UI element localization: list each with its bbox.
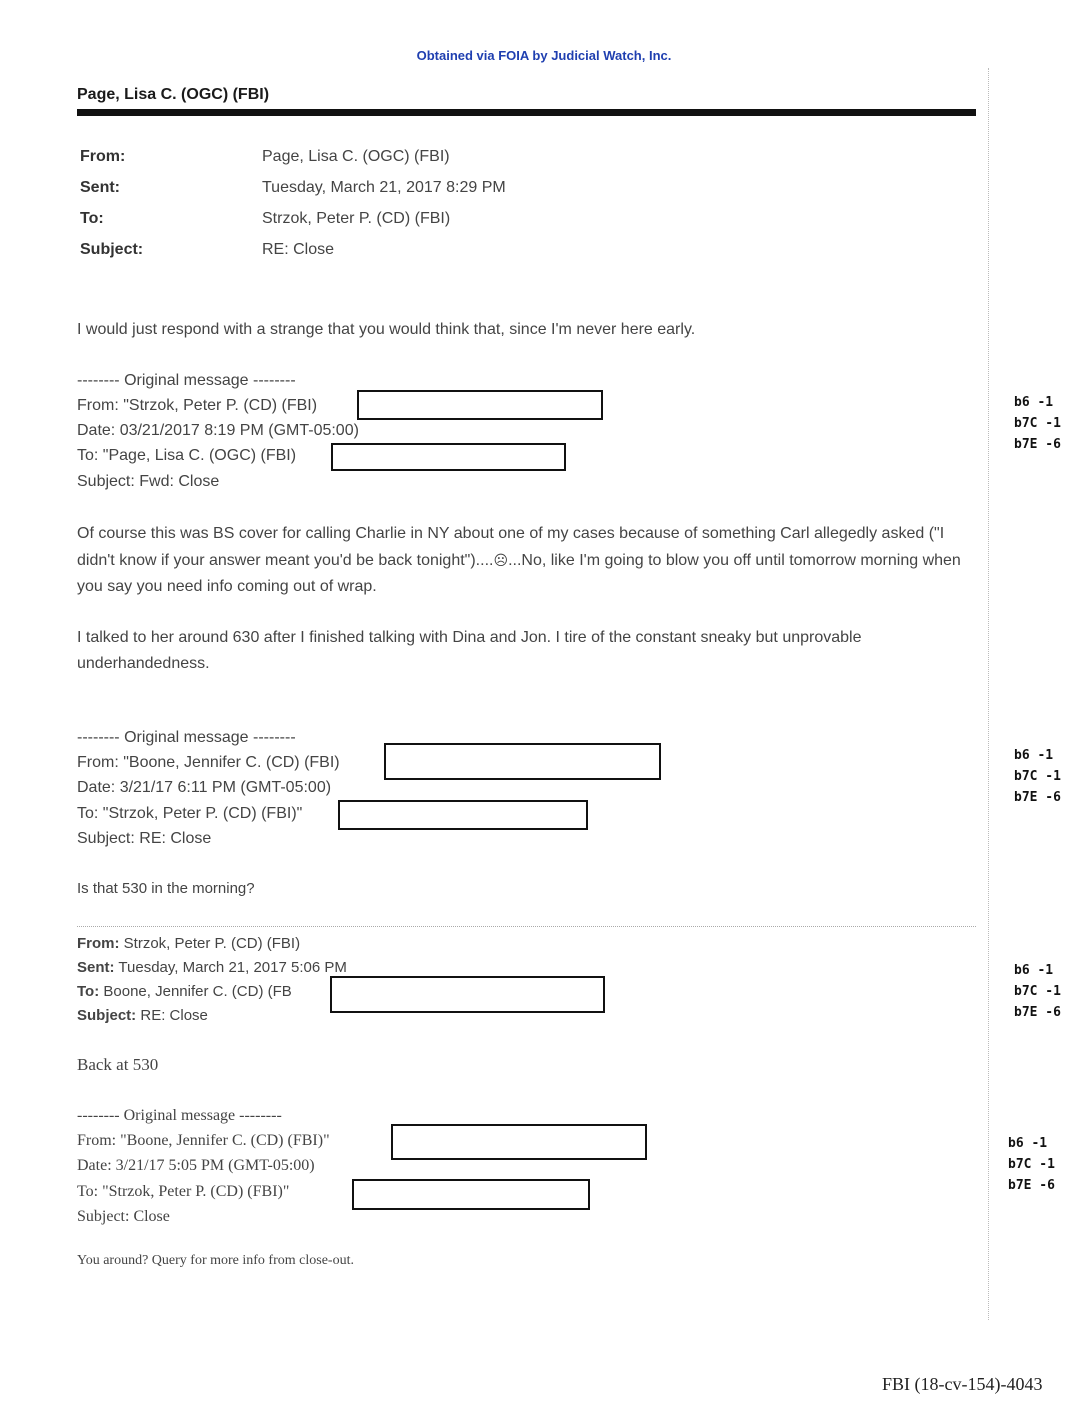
subject-label: Subject: xyxy=(80,241,144,258)
msg1-date: Date: 03/21/2017 8:19 PM (GMT-05:00) xyxy=(77,422,359,439)
msg4-date: Date: 3/21/17 5:05 PM (GMT-05:00) xyxy=(77,1157,315,1174)
from-value: Page, Lisa C. (OGC) (FBI) xyxy=(262,148,450,165)
exemption-codes xyxy=(1014,960,1061,1023)
msg3-to: To: Boone, Jennifer C. (CD) (FB xyxy=(77,983,292,1000)
msg4-body: You around? Query for more info from close-out. xyxy=(77,1253,354,1268)
msg3-from: From: Strzok, Peter P. (CD) (FBI) xyxy=(77,935,301,952)
exemption-b7e: b7E -6 xyxy=(1014,1005,1061,1020)
exemption-codes xyxy=(1014,392,1061,455)
msg2-from: From: "Boone, Jennifer C. (CD) (FBI) xyxy=(77,754,340,771)
redaction-box xyxy=(338,800,588,830)
header-rule xyxy=(77,109,976,116)
exemption-b6: b6 -1 xyxy=(1008,1136,1048,1151)
exemption-b7e: b7E -6 xyxy=(1014,790,1061,805)
from-label: From: xyxy=(80,148,126,165)
msg2-divider: -------- Original message -------- xyxy=(77,729,296,746)
msg4-divider: -------- Original message -------- xyxy=(77,1107,282,1124)
redaction-box xyxy=(357,390,603,420)
msg1-to: To: "Page, Lisa C. (OGC) (FBI) xyxy=(77,447,297,464)
msg4-from: From: "Boone, Jennifer C. (CD) (FBI)" xyxy=(77,1132,330,1149)
exemption-b7e: b7E -6 xyxy=(1014,437,1061,452)
msg4-to: To: "Strzok, Peter P. (CD) (FBI)" xyxy=(77,1183,290,1200)
to-label: To: xyxy=(80,210,104,227)
reply-body: I would just respond with a strange that you would think that, since I'm never here early. xyxy=(77,321,696,338)
frown-emoji-icon: ☹ xyxy=(493,552,509,568)
msg1-from: From: "Strzok, Peter P. (CD) (FBI) xyxy=(77,397,318,414)
exemption-b7c: b7C -1 xyxy=(1014,984,1061,999)
msg3-subject: Subject: RE: Close xyxy=(77,1007,208,1024)
redaction-box xyxy=(330,976,605,1013)
redaction-box xyxy=(384,743,661,780)
exemption-b7c: b7C -1 xyxy=(1008,1157,1055,1172)
exemption-b7e: b7E -6 xyxy=(1008,1178,1055,1193)
exemption-b7c: b7C -1 xyxy=(1014,416,1061,431)
exemption-b6: b6 -1 xyxy=(1014,963,1054,978)
msg2-date: Date: 3/21/17 6:11 PM (GMT-05:00) xyxy=(77,779,332,796)
margin-dotted-line xyxy=(988,68,989,1320)
msg2-subject: Subject: RE: Close xyxy=(77,830,212,847)
subject-value: RE: Close xyxy=(262,241,335,258)
foia-banner: Obtained via FOIA by Judicial Watch, Inc. xyxy=(416,48,672,63)
msg1-divider: -------- Original message -------- xyxy=(77,372,296,389)
msg4-subject: Subject: Close xyxy=(77,1208,170,1225)
to-value: Strzok, Peter P. (CD) (FBI) xyxy=(262,210,451,227)
mailbox-owner: Page, Lisa C. (OGC) (FBI) xyxy=(77,86,270,103)
exemption-b7c: b7C -1 xyxy=(1014,769,1061,784)
exemption-b6: b6 -1 xyxy=(1014,748,1054,763)
msg1-subject: Subject: Fwd: Close xyxy=(77,473,220,490)
msg2-body: Is that 530 in the morning? xyxy=(77,880,255,897)
exemption-codes xyxy=(1014,745,1061,808)
sent-label: Sent: xyxy=(80,179,120,196)
redaction-box xyxy=(352,1179,590,1210)
bates-number: FBI (18-cv-154)-4043 xyxy=(882,1374,1043,1394)
redaction-box xyxy=(331,443,566,471)
exemption-codes xyxy=(1008,1133,1055,1196)
msg1-paragraph-2: I talked to her around 630 after I finished talking with Dina and Jon. I tire of the constant sneaky but unprovable underhandedness. xyxy=(77,629,862,672)
exemption-b6: b6 -1 xyxy=(1014,395,1054,410)
redaction-box xyxy=(391,1124,647,1160)
msg3-sent: Sent: Tuesday, March 21, 2017 5:06 PM xyxy=(77,959,347,976)
msg1-paragraph-1: Of course this was BS cover for calling Charlie in NY about one of my cases because of something Carl allegedly asked ("I didn't know if your answer meant you'd be back tonight")....☹...No, like I'm going to blow you off until tomorrow morning when you say you need info coming out of wrap. xyxy=(77,525,961,595)
msg2-to: To: "Strzok, Peter P. (CD) (FBI)" xyxy=(77,805,303,822)
msg3-body: Back at 530 xyxy=(77,1055,159,1074)
sent-value: Tuesday, March 21, 2017 8:29 PM xyxy=(262,179,506,196)
message-separator xyxy=(77,926,976,927)
